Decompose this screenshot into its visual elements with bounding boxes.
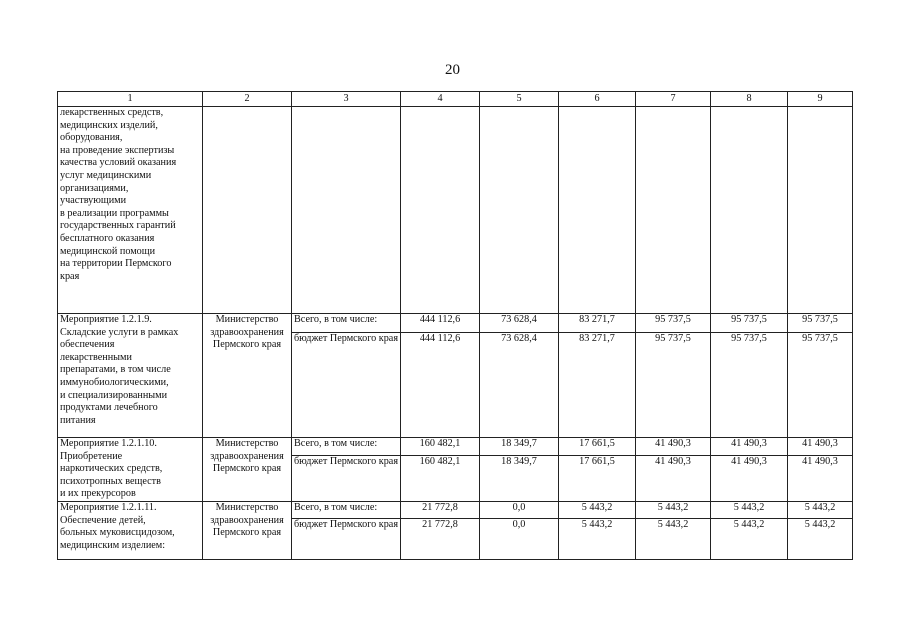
amount-cell: 95 737,5 bbox=[788, 314, 853, 333]
description-line: услуг медицинскими bbox=[60, 169, 152, 181]
description-line: питания bbox=[60, 414, 96, 426]
amount-cell: 5 443,2 bbox=[788, 518, 853, 559]
description-line: препаратами, в том числе bbox=[60, 364, 171, 376]
table-row bbox=[58, 107, 853, 314]
column-header: 7 bbox=[636, 92, 711, 107]
amount-cell: 5 443,2 bbox=[559, 518, 636, 559]
description-line: иммунобиологическими, bbox=[60, 376, 169, 388]
description-line: Обеспечение детей, bbox=[60, 514, 146, 526]
amount-cell: 21 772,8 bbox=[401, 501, 480, 518]
amount-cell: 18 349,7 bbox=[480, 438, 559, 456]
table-row bbox=[58, 314, 853, 333]
funding-source: бюджет Пермского края bbox=[292, 518, 401, 559]
empty-cell bbox=[480, 107, 559, 314]
description-line: качества условий оказания bbox=[60, 157, 177, 169]
continued-description bbox=[58, 107, 203, 314]
column-header: 3 bbox=[292, 92, 401, 107]
amount-cell: 73 628,4 bbox=[480, 333, 559, 438]
amount-cell: 18 349,7 bbox=[480, 455, 559, 501]
amount-cell: 95 737,5 bbox=[711, 314, 788, 333]
description-line: бесплатного оказания bbox=[60, 232, 155, 244]
amount-cell: 0,0 bbox=[480, 501, 559, 518]
amount-cell: 5 443,2 bbox=[559, 501, 636, 518]
amount-cell: 21 772,8 bbox=[401, 518, 480, 559]
column-header: 2 bbox=[203, 92, 292, 107]
funding-source: бюджет Пермского края bbox=[292, 333, 401, 438]
amount-cell: 5 443,2 bbox=[711, 518, 788, 559]
column-header: 9 bbox=[788, 92, 853, 107]
funding-source: Всего, в том числе: bbox=[292, 501, 401, 518]
funding-source: бюджет Пермского края bbox=[292, 455, 401, 501]
empty-cell bbox=[401, 107, 480, 314]
description-line: медицинской помощи bbox=[60, 245, 156, 257]
description-line: Складские услуги в рамках bbox=[60, 326, 179, 338]
empty-cell bbox=[292, 107, 401, 314]
table-row bbox=[58, 438, 853, 456]
responsible-executor: Министерство здравоохранения Пермского края bbox=[203, 314, 292, 438]
description-line: наркотических средств, bbox=[60, 463, 163, 475]
description-line: обеспечения bbox=[60, 339, 115, 351]
amount-cell: 5 443,2 bbox=[636, 501, 711, 518]
column-header: 1 bbox=[58, 92, 203, 107]
description-line: больных муковисцидозом, bbox=[60, 527, 175, 539]
description-line: психотропных веществ bbox=[60, 475, 161, 487]
amount-cell: 17 661,5 bbox=[559, 455, 636, 501]
amount-cell: 95 737,5 bbox=[788, 333, 853, 438]
description-line: на территории Пермского bbox=[60, 258, 172, 270]
measure-description bbox=[58, 501, 203, 559]
description-line: оборудования, bbox=[60, 132, 123, 144]
description-line: и их прекурсоров bbox=[60, 488, 136, 500]
amount-cell: 41 490,3 bbox=[711, 438, 788, 456]
description-line: в реализации программы bbox=[60, 207, 169, 219]
amount-cell: 5 443,2 bbox=[711, 501, 788, 518]
amount-cell: 444 112,6 bbox=[401, 314, 480, 333]
description-line: на проведение экспертизы bbox=[60, 144, 175, 156]
amount-cell: 41 490,3 bbox=[636, 438, 711, 456]
amount-cell: 0,0 bbox=[480, 518, 559, 559]
table-row bbox=[58, 501, 853, 518]
empty-cell bbox=[788, 107, 853, 314]
amount-cell: 95 737,5 bbox=[636, 314, 711, 333]
description-line: медицинским изделием: bbox=[60, 539, 166, 551]
description-line: лекарственными bbox=[60, 351, 132, 363]
empty-cell bbox=[203, 107, 292, 314]
empty-cell bbox=[711, 107, 788, 314]
page-number: 20 bbox=[445, 62, 460, 78]
measure-description bbox=[58, 314, 203, 438]
description-line: участвующими bbox=[60, 195, 127, 207]
description-line: лекарственных средств, bbox=[60, 107, 164, 118]
amount-cell: 83 271,7 bbox=[559, 314, 636, 333]
responsible-executor: Министерство здравоохранения Пермского края bbox=[203, 438, 292, 502]
amount-cell: 83 271,7 bbox=[559, 333, 636, 438]
funding-source: Всего, в том числе: bbox=[292, 314, 401, 333]
description-line: государственных гарантий bbox=[60, 220, 176, 232]
description-line: и специализированными bbox=[60, 389, 168, 401]
column-header: 4 bbox=[401, 92, 480, 107]
amount-cell: 41 490,3 bbox=[788, 455, 853, 501]
amount-cell: 73 628,4 bbox=[480, 314, 559, 333]
amount-cell: 41 490,3 bbox=[788, 438, 853, 456]
measure-description bbox=[58, 438, 203, 502]
column-header: 6 bbox=[559, 92, 636, 107]
description-line: края bbox=[60, 270, 80, 282]
description-line: организациями, bbox=[60, 182, 129, 194]
column-header: 8 bbox=[711, 92, 788, 107]
amount-cell: 444 112,6 bbox=[401, 333, 480, 438]
amount-cell: 5 443,2 bbox=[788, 501, 853, 518]
amount-cell: 17 661,5 bbox=[559, 438, 636, 456]
amount-cell: 95 737,5 bbox=[636, 333, 711, 438]
program-table bbox=[57, 91, 853, 560]
amount-cell: 41 490,3 bbox=[636, 455, 711, 501]
amount-cell: 41 490,3 bbox=[711, 455, 788, 501]
column-header: 5 bbox=[480, 92, 559, 107]
amount-cell: 95 737,5 bbox=[711, 333, 788, 438]
description-line: Мероприятие 1.2.1.11. bbox=[60, 501, 157, 513]
description-line: Приобретение bbox=[60, 450, 123, 462]
empty-cell bbox=[636, 107, 711, 314]
description-line: Мероприятие 1.2.1.10. bbox=[60, 438, 157, 449]
description-line: медицинских изделий, bbox=[60, 119, 158, 131]
amount-cell: 5 443,2 bbox=[636, 518, 711, 559]
description-line: Мероприятие 1.2.1.9. bbox=[60, 314, 152, 325]
amount-cell: 160 482,1 bbox=[401, 438, 480, 456]
funding-source: Всего, в том числе: bbox=[292, 438, 401, 456]
responsible-executor: Министерство здравоохранения Пермского края bbox=[203, 501, 292, 559]
column-number-row bbox=[58, 92, 853, 107]
amount-cell: 160 482,1 bbox=[401, 455, 480, 501]
empty-cell bbox=[559, 107, 636, 314]
description-line: продуктами лечебного bbox=[60, 402, 158, 414]
